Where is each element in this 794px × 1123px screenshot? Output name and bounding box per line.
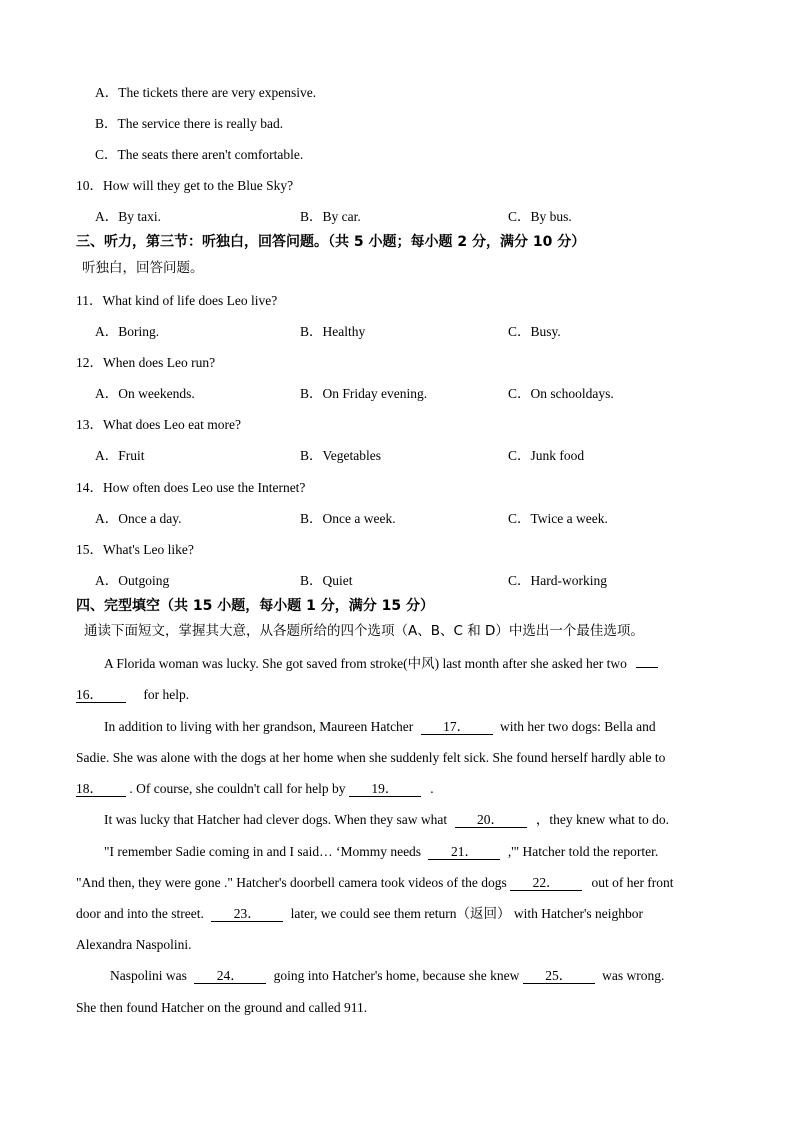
passage-line [76,874,674,892]
q10-option-b: B．By car. [300,209,361,224]
blank-20[interactable]: 20． [455,812,527,828]
q12-option-a: A．On weekends. [95,386,195,401]
q13-option-a: A．Fruit [95,448,145,463]
passage-text: with her two dogs: Bella and [500,719,656,734]
blank-16[interactable]: 16． [76,687,126,703]
passage-text: ,'" Hatcher told the reporter. [507,844,659,859]
q10-option-a: A．By taxi. [95,209,161,224]
q15-option-a: A．Outgoing [95,573,170,588]
q10-stem: 10．How will they get to the Blue Sky? [76,178,294,193]
section3-title: 三、听力，第三节：听独白，回答问题。（共 5 小题；每小题 2 分，满分 10 分） [76,234,586,250]
passage-text: for help. [143,687,190,702]
q15-stem: 15．What's Leo like? [76,542,194,557]
q12-option-b: B．On Friday evening. [300,386,428,401]
passage-text: out of her front [591,875,674,890]
blank-25[interactable]: 25． [523,968,595,984]
q13-option-c: C．Junk food [508,448,585,463]
blank-21[interactable]: 21． [428,844,500,860]
section4-title: 四、完型填空（共 15 小题，每小题 1 分，满分 15 分） [76,598,434,614]
passage-text: In addition to living with her grandson, Maureen Hatcher [104,719,414,734]
q11-stem: 11．What kind of life does Leo live? [76,293,278,308]
section4-instruction: 通读下面短文，掌握其大意，从各题所给的四个选项（A、B、C 和 D）中选出一个最佳选项。 [84,623,644,639]
q14-option-a: A．Once a day. [95,511,182,526]
blank-17[interactable]: 17． [421,719,493,735]
blank-24[interactable]: 24． [194,968,266,984]
section3-instruction: 听独白，回答问题。 [82,260,204,276]
q14-option-b: B．Once a week. [300,511,396,526]
q13-option-b: B．Vegetables [300,448,381,463]
passage-text: . [430,781,434,796]
q15-option-b: B．Quiet [300,573,353,588]
q13-stem: 13．What does Leo eat more? [76,417,241,432]
q14-stem: 14．How often does Leo use the Internet? [76,480,306,495]
passage-text: A Florida woman was lucky. She got saved from stroke(中风) last month after she asked her two [104,656,627,671]
passage-text: was wrong. [602,968,665,983]
passage-line: Alexandra Naspolini. [76,937,192,952]
passage-line [76,780,434,798]
blank-19[interactable]: 19． [349,781,421,797]
q12-stem: 12．When does Leo run? [76,355,216,370]
passage-text: going into Hatcher's home, because she knew [273,968,520,983]
passage-text: It was lucky that Hatcher had clever dogs. When they saw what [104,812,448,827]
passage-line [76,686,189,704]
blank-23[interactable]: 23． [211,906,283,922]
passage-line [76,905,643,923]
passage-line [104,811,669,829]
q14-option-c: C．Twice a week. [508,511,608,526]
passage-text: door and into the street. [76,906,204,921]
q12-option-c: C．On schooldays. [508,386,614,401]
q10-option-c: C．By bus. [508,209,572,224]
passage-line [104,718,656,736]
passage-text: ，they knew what to do. [535,812,669,827]
q15-option-c: C．Hard-working [508,573,607,588]
q11-option-a: A．Boring. [95,324,160,339]
passage-text: later, we could see them return（返回） with Hatcher's neighbor [290,906,644,921]
passage-line [104,655,658,673]
blank-22[interactable]: 22． [510,875,582,891]
passage-line [110,967,664,985]
q11-option-b: B．Healthy [300,324,366,339]
passage-line: Sadie. She was alone with the dogs at her home when she suddenly felt sick. She found herself hardly able to [76,750,666,765]
passage-line [104,843,658,861]
passage-text: "I remember Sadie coming in and I said… ‘Mommy needs [104,844,422,859]
q9-option-c: C．The seats there aren't comfortable. [95,147,304,162]
passage-text: "And then, they were gone ." Hatcher's doorbell camera took videos of the dogs [76,875,507,890]
q9-option-a: A．The tickets there are very expensive. [95,85,317,100]
blank-18[interactable]: 18． [76,781,126,797]
q9-option-b: B．The service there is really bad. [95,116,284,131]
passage-text: Naspolini was [110,968,187,983]
blank-15-tail [636,667,658,668]
passage-line: She then found Hatcher on the ground and called 911. [76,1000,368,1015]
q11-option-c: C．Busy. [508,324,561,339]
passage-text: . Of course, she couldn't call for help by [129,781,346,796]
